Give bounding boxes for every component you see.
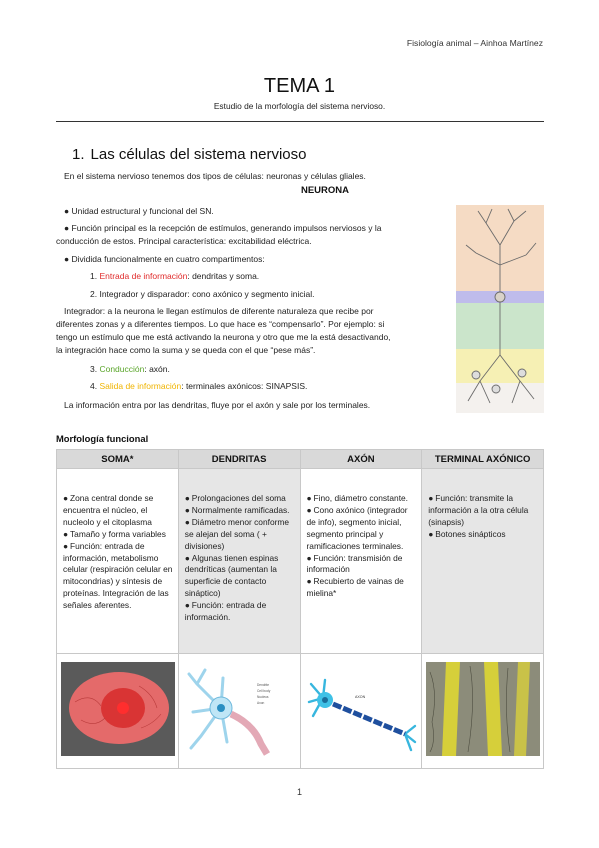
dendritas-text: Normalmente ramificadas.: [191, 504, 290, 515]
neuron-compartments-figure: [456, 205, 544, 413]
page-title: TEMA 1: [263, 75, 336, 97]
axon-text: Cono axónico (integrador de info), segmento inicial, segmento principal y ramificaciones terminales.: [306, 504, 408, 551]
dendritas-cell: [178, 469, 300, 654]
list-number: 4.: [90, 381, 98, 391]
list-item: [307, 505, 417, 553]
morphology-title: Morfología funcional: [56, 433, 149, 444]
axon-title-label: AXON: [354, 695, 365, 700]
list-item: [185, 517, 295, 553]
list-item-2: [90, 288, 314, 301]
dendritas-image-cell: [178, 654, 300, 769]
list-item: [63, 493, 173, 529]
soma-text: Zona central donde se encuentra el núcleo, el nucleolo y el citoplasma: [63, 493, 154, 527]
terminal-micrograph-image: [426, 662, 540, 756]
header-dendritas: DENDRITAS: [178, 450, 300, 469]
header-divider: [56, 121, 544, 122]
axon-image-cell: [300, 654, 422, 769]
bullet-icon: ●: [63, 540, 69, 551]
section-number: 1.: [72, 146, 85, 163]
cellbody-label: Cell body: [256, 689, 271, 694]
dendritas-text: Algunas tienen espinas dendríticas (aumentan la superficie de contacto sináptico): [184, 552, 279, 599]
dendritas-text: Diámetro menor conforme se alejan del soma ( + divisiones): [184, 516, 290, 551]
list-item: [185, 553, 295, 601]
axon-label: Axon: [256, 701, 265, 706]
page-number: 1: [296, 787, 302, 797]
bullet-dividida-text: Dividida funcionalmente en cuatro compartimentos:: [71, 254, 265, 264]
bullet-icon: ●: [306, 552, 312, 563]
terminal-image-cell: [422, 654, 544, 769]
salida-label: Salida de información: [99, 381, 182, 391]
axon-text: Fino, diámetro constante.: [313, 493, 409, 503]
bullet-icon: ●: [184, 552, 190, 563]
header-axon: AXÓN: [300, 450, 422, 469]
axon-text: Función: transmisión de información: [306, 552, 403, 575]
table-header-row: [57, 450, 544, 469]
bullet-icon: ●: [63, 493, 69, 503]
list-number: 3.: [90, 364, 98, 374]
bullet-icon: ●: [64, 223, 72, 233]
axon-diagram-image: [305, 662, 419, 756]
section-heading-text: Las células del sistema nervioso: [90, 146, 307, 163]
bullet-icon: ●: [184, 516, 190, 527]
header-terminal: TERMINAL AXÓNICO: [422, 450, 544, 469]
bullet-icon: ●: [306, 493, 312, 503]
dendritas-text: Prolongaciones del soma: [191, 493, 286, 503]
list-item: [307, 553, 417, 577]
list-item-4: [90, 380, 307, 393]
bullet-unidad: [64, 205, 214, 218]
bullet-icon: ●: [64, 206, 72, 216]
conduccion-label: Conducción: [99, 364, 145, 374]
integrador-line4: la integración hace como la suma y se queda con el que “pese más”.: [56, 345, 316, 355]
list-item: [63, 541, 173, 612]
section-heading: [72, 146, 306, 163]
terminal-text: Función: transmite la información a la otra célula (sinapsis): [428, 493, 529, 527]
list-item: [185, 493, 295, 505]
soma-image-cell: [57, 654, 179, 769]
closing-paragraph: La información entra por las dendritas, fluye por el axón y sale por los terminales.: [64, 400, 371, 410]
list-item: [63, 529, 173, 541]
dendritas-text: Función: entrada de información.: [184, 600, 267, 623]
list-item: [185, 505, 295, 517]
axon-text: Recubierto de vainas de mielina*: [306, 576, 404, 599]
bullet-icon: ●: [306, 504, 312, 515]
integrador-line2: diferentes zonas y a diferentes tiempos. Lo que hace es “compensarlo”. Por ejemplo: si: [56, 319, 385, 329]
page-subtitle: Estudio de la morfología del sistema nervioso.: [213, 101, 386, 111]
running-header: Fisiología animal – Ainhoa Martínez: [406, 38, 543, 48]
header-soma: SOMA*: [57, 450, 179, 469]
list-item-1-rest: : dendritas y soma.: [187, 271, 260, 281]
list-item-3: [90, 363, 170, 376]
list-item-3-rest: : axón.: [144, 364, 170, 374]
intro-paragraph: En el sistema nervioso tenemos dos tipos de células: neuronas y células gliales.: [64, 171, 366, 181]
axon-cell: [300, 469, 422, 654]
list-item-1: [90, 270, 259, 283]
list-item-2-text: Integrador y disparador: cono axónico y segmento inicial.: [99, 289, 315, 299]
bullet-icon: ●: [184, 493, 190, 503]
list-item: [307, 493, 417, 505]
dendrite-label: Dendrite: [256, 683, 269, 688]
bullet-unidad-text: Unidad estructural y funcional del SN.: [71, 206, 214, 216]
bullet-funcion: [64, 222, 381, 235]
terminal-cell: [422, 469, 544, 654]
bullet-icon: ●: [306, 576, 312, 587]
bullet-icon: ●: [184, 504, 190, 515]
list-item: [428, 529, 538, 541]
list-number: 1.: [90, 271, 98, 281]
soma-cell: [57, 469, 179, 654]
bullet-icon: ●: [428, 528, 434, 539]
bullet-icon: ●: [428, 493, 434, 503]
list-item: [185, 600, 295, 624]
table-row: [57, 469, 544, 654]
bullet-icon: ●: [184, 600, 190, 611]
soma-text: Función: entrada de información, metabolismo celular (respiración celular en mitocondrias) y síntesis de proteínas. Integración de las señales aferentes.: [63, 540, 173, 611]
integrador-line1: Integrador: a la neurona le llegan estímulos de diferente naturaleza que recibe por: [64, 306, 374, 316]
bullet-funcion-line1: Función principal es la recepción de estímulos, generando impulsos nerviosos y la: [71, 223, 382, 233]
image-row: [57, 654, 544, 769]
bullet-funcion-line2: conducción de estos. Principal característica: excitabilidad eléctrica.: [56, 236, 312, 246]
bullet-icon: ●: [63, 528, 69, 539]
list-item: [307, 576, 417, 600]
soma-micrograph-image: [61, 662, 175, 756]
bullet-icon: ●: [64, 254, 72, 264]
dendrite-diagram-image: [183, 662, 297, 756]
bullet-dividida: [64, 253, 265, 266]
terminal-text: Botones sinápticos: [435, 528, 506, 539]
soma-text: Tamaño y forma variables: [70, 528, 166, 539]
neurona-title: NEURONA: [300, 185, 350, 196]
integrador-line3: tengo un estímulo que me está activando la neurona y otro que me la está desactivando,: [56, 332, 391, 342]
nucleus-label: Nucleus: [256, 695, 269, 700]
list-item: [428, 493, 538, 529]
list-item-4-rest: : terminales axónicos: SINAPSIS.: [181, 381, 308, 391]
list-number: 2.: [90, 289, 98, 299]
entrada-label: Entrada de información: [99, 271, 188, 281]
morphology-table: [56, 449, 544, 769]
